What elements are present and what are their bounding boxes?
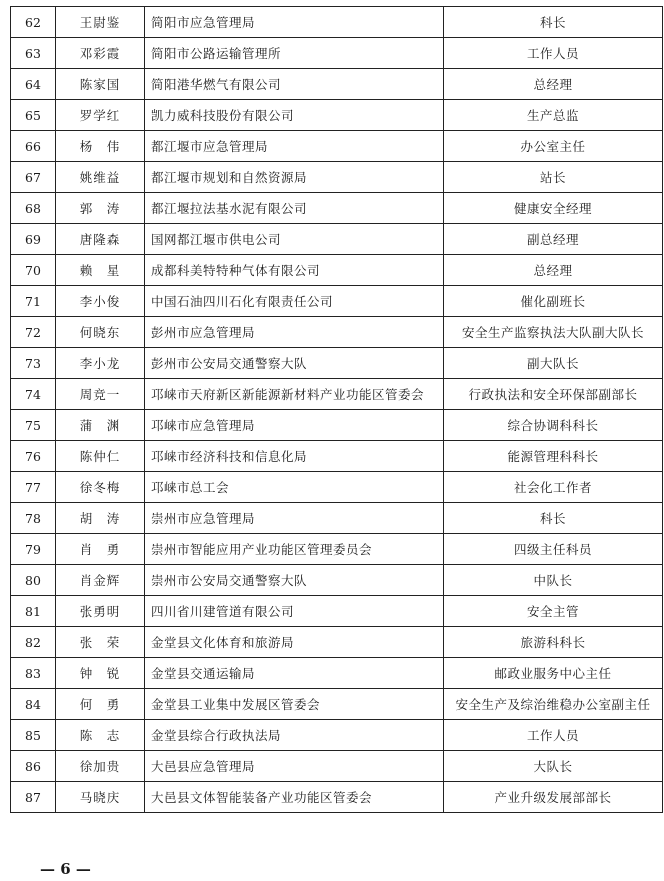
cell-number: 87 [11,782,56,813]
cell-organization: 邛崃市应急管理局 [145,410,444,441]
table-row [11,410,663,441]
cell-organization: 彭州市公安局交通警察大队 [145,348,444,379]
cell-name: 陈 志 [56,720,145,751]
table-row [11,255,663,286]
cell-organization: 简阳市公路运输管理所 [145,38,444,69]
cell-name: 张 荣 [56,627,145,658]
cell-position: 大队长 [444,751,663,782]
cell-position: 生产总监 [444,100,663,131]
cell-number: 73 [11,348,56,379]
cell-number: 77 [11,472,56,503]
cell-number: 82 [11,627,56,658]
table-row [11,224,663,255]
table-row [11,193,663,224]
table-row [11,7,663,38]
cell-position: 邮政业服务中心主任 [444,658,663,689]
cell-name: 王尉鉴 [56,7,145,38]
cell-organization: 邛崃市天府新区新能源新材料产业功能区管委会 [145,379,444,410]
cell-position: 科长 [444,503,663,534]
cell-position: 工作人员 [444,720,663,751]
cell-organization: 中国石油四川石化有限责任公司 [145,286,444,317]
cell-position: 产业升级发展部部长 [444,782,663,813]
cell-position: 站长 [444,162,663,193]
cell-name: 徐加贵 [56,751,145,782]
cell-number: 80 [11,565,56,596]
cell-organization: 崇州市智能应用产业功能区管理委员会 [145,534,444,565]
table-row [11,100,663,131]
table-row [11,565,663,596]
cell-organization: 金堂县综合行政执法局 [145,720,444,751]
cell-organization: 都江堰市规划和自然资源局 [145,162,444,193]
table-row [11,69,663,100]
table-row [11,286,663,317]
cell-name: 肖金辉 [56,565,145,596]
cell-organization: 四川省川建管道有限公司 [145,596,444,627]
cell-number: 72 [11,317,56,348]
cell-name: 杨 伟 [56,131,145,162]
table-row [11,379,663,410]
cell-number: 75 [11,410,56,441]
cell-name: 李小俊 [56,286,145,317]
cell-name: 李小龙 [56,348,145,379]
cell-number: 81 [11,596,56,627]
cell-organization: 金堂县工业集中发展区管委会 [145,689,444,720]
cell-position: 行政执法和安全环保部副部长 [444,379,663,410]
cell-position: 总经理 [444,255,663,286]
cell-position: 总经理 [444,69,663,100]
cell-organization: 邛崃市经济科技和信息化局 [145,441,444,472]
cell-number: 79 [11,534,56,565]
cell-number: 68 [11,193,56,224]
table-row [11,38,663,69]
table-row [11,441,663,472]
table-row [11,472,663,503]
cell-position: 办公室主任 [444,131,663,162]
cell-position: 副总经理 [444,224,663,255]
cell-name: 唐隆森 [56,224,145,255]
table-row [11,534,663,565]
cell-position: 综合协调科科长 [444,410,663,441]
cell-name: 陈家国 [56,69,145,100]
cell-organization: 彭州市应急管理局 [145,317,444,348]
cell-position: 能源管理科科长 [444,441,663,472]
cell-number: 66 [11,131,56,162]
cell-position: 旅游科科长 [444,627,663,658]
cell-number: 65 [11,100,56,131]
personnel-table-wrapper [10,6,656,813]
cell-position: 催化副班长 [444,286,663,317]
table-row [11,348,663,379]
cell-name: 何 勇 [56,689,145,720]
table-row [11,751,663,782]
cell-position: 健康安全经理 [444,193,663,224]
cell-number: 64 [11,69,56,100]
table-row [11,131,663,162]
cell-number: 83 [11,658,56,689]
cell-organization: 都江堰拉法基水泥有限公司 [145,193,444,224]
cell-number: 74 [11,379,56,410]
cell-name: 姚维益 [56,162,145,193]
cell-number: 69 [11,224,56,255]
cell-number: 86 [11,751,56,782]
cell-organization: 金堂县交通运输局 [145,658,444,689]
cell-organization: 简阳市应急管理局 [145,7,444,38]
cell-organization: 都江堰市应急管理局 [145,131,444,162]
table-row [11,689,663,720]
table-row [11,627,663,658]
cell-name: 胡 涛 [56,503,145,534]
table-row [11,317,663,348]
cell-number: 63 [11,38,56,69]
personnel-table [10,6,663,813]
cell-organization: 崇州市应急管理局 [145,503,444,534]
cell-number: 70 [11,255,56,286]
cell-position: 社会化工作者 [444,472,663,503]
table-row [11,503,663,534]
table-row [11,720,663,751]
cell-position: 四级主任科员 [444,534,663,565]
cell-position: 科长 [444,7,663,38]
cell-name: 赖 星 [56,255,145,286]
cell-organization: 大邑县应急管理局 [145,751,444,782]
page-number: — 6 — [40,860,91,878]
cell-number: 76 [11,441,56,472]
cell-name: 肖 勇 [56,534,145,565]
cell-organization: 凯力威科技股份有限公司 [145,100,444,131]
cell-number: 67 [11,162,56,193]
cell-name: 周竞一 [56,379,145,410]
cell-organization: 金堂县文化体育和旅游局 [145,627,444,658]
cell-organization: 简阳港华燃气有限公司 [145,69,444,100]
cell-number: 85 [11,720,56,751]
cell-name: 张勇明 [56,596,145,627]
cell-position: 工作人员 [444,38,663,69]
table-row [11,658,663,689]
table-row [11,596,663,627]
cell-organization: 成都科美特特种气体有限公司 [145,255,444,286]
table-row [11,782,663,813]
cell-name: 徐冬梅 [56,472,145,503]
cell-name: 何晓东 [56,317,145,348]
cell-position: 安全生产监察执法大队副大队长 [444,317,663,348]
cell-position: 安全生产及综治维稳办公室副主任 [444,689,663,720]
cell-name: 郭 涛 [56,193,145,224]
personnel-table-body [11,7,663,813]
cell-organization: 大邑县文体智能装备产业功能区管委会 [145,782,444,813]
cell-position: 安全主管 [444,596,663,627]
cell-name: 陈仲仁 [56,441,145,472]
cell-organization: 崇州市公安局交通警察大队 [145,565,444,596]
cell-number: 71 [11,286,56,317]
cell-position: 副大队长 [444,348,663,379]
cell-number: 84 [11,689,56,720]
cell-organization: 邛崃市总工会 [145,472,444,503]
cell-name: 罗学红 [56,100,145,131]
cell-number: 62 [11,7,56,38]
cell-name: 马晓庆 [56,782,145,813]
table-row [11,162,663,193]
cell-name: 邓彩霞 [56,38,145,69]
cell-name: 蒲 渊 [56,410,145,441]
cell-number: 78 [11,503,56,534]
cell-name: 钟 锐 [56,658,145,689]
cell-organization: 国网都江堰市供电公司 [145,224,444,255]
cell-position: 中队长 [444,565,663,596]
